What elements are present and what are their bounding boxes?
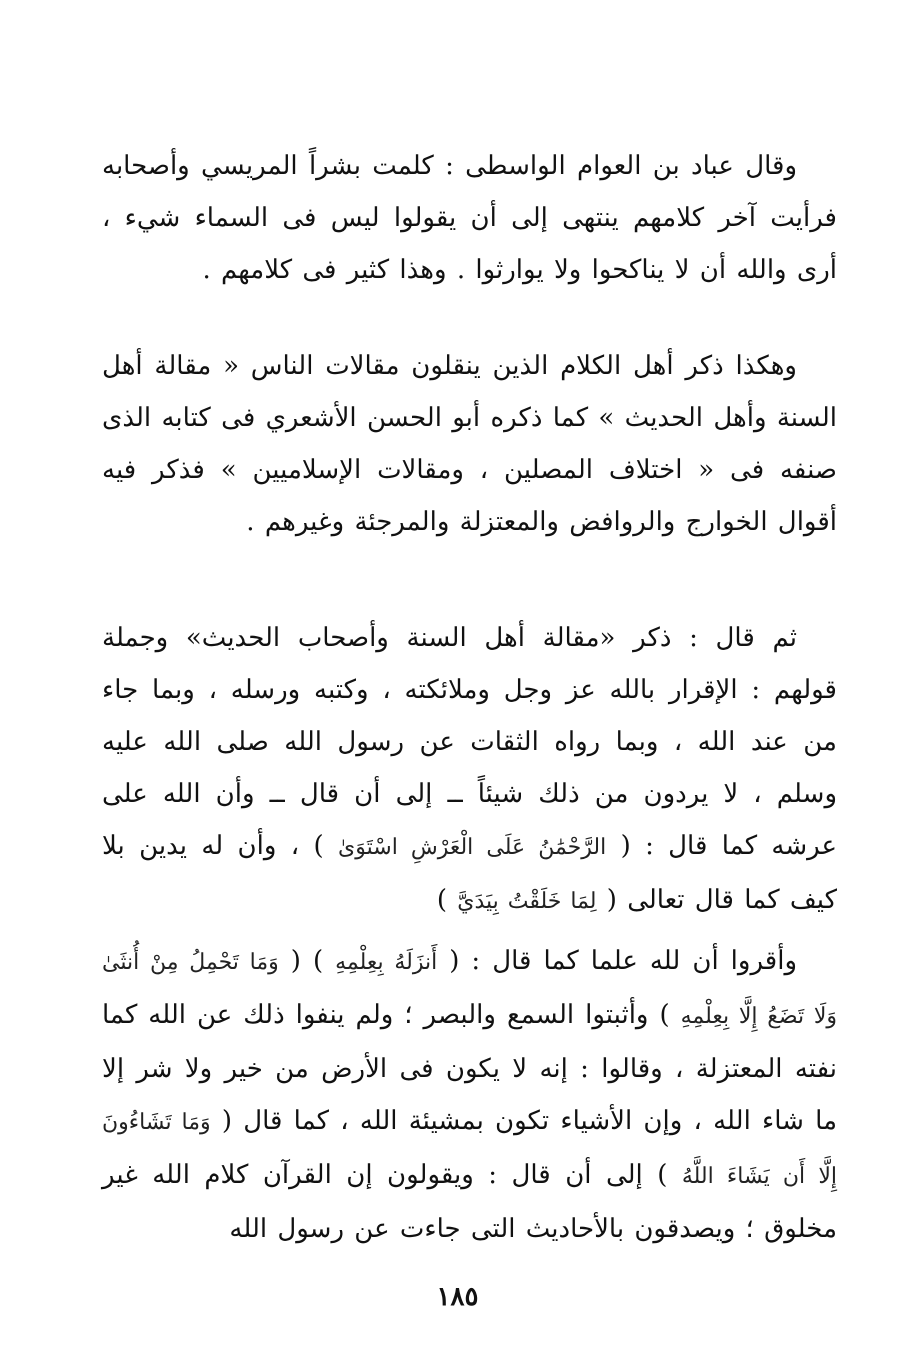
paragraph-1 [102,140,837,296]
paragraph-4-text-start: وأقروا أن لله علما كما قال : ( [449,946,798,976]
paragraph-4 [102,935,837,1255]
paragraph-1-text: وقال عباد بن العوام الواسطى : كلمت بشراً المريسي وأصحابه فرأيت آخر كلامهم ينتهى إلى أن يقولوا ليس فى السماء شيء ، أرى والله أن لا يناكحوا ولا يوارثوا . وهذا كثير فى كلامهم . [102,151,837,285]
paragraph-3 [102,612,837,928]
paragraph-4-text-middle: ) وأثبتوا السمع والبصر ؛ ولم ينفوا ذلك عن الله كما نفته المعتزلة ، وقالوا : إنه لا يكون فى الأرض من خير ولا شر إلا ما شاء الله ، وإن الأشياء تكون بمشيئة الله ، كما قال ( [102,1000,838,1136]
paragraph-2-text: وهكذا ذكر أهل الكلام الذين ينقلون مقالات الناس « مقالة أهل السنة وأهل الحديث » كما ذكره أبو الحسن الأشعري فى كتابه الذى صنفه فى « اختلاف المصلين ، ومقالات الإسلاميين » فذكر فيه أقوال الخوارج والروافض والمعتزلة والمرجئة وغيرهم . [102,351,837,537]
page-number: ١٨٥ [436,1282,479,1312]
quran-verse-bi-yadayya: لِمَا خَلَقْتُ بِيَدَيَّ [457,889,597,914]
quran-verse-anzalahu: أَنزَلَهُ بِعِلْمِهِ [335,950,438,975]
paragraph-4-text-sep: ) ( [290,946,324,976]
paragraph-4-text-end: ) إلى أن قال : ويقولون إن القرآن كلام الله غير مخلوق ؛ ويصدقون بالأحاديث التى جاءت عن رسول الله [102,1160,837,1244]
quran-verse-istawa: الرَّحْمَٰنُ عَلَى الْعَرْشِ اسْتَوَىٰ [338,835,607,860]
paragraph-3-text-end: ) [436,885,447,915]
quran-verse-ma-tashaun: وَمَا تَشَاءُونَ إِلَّا أَن يَشَاءَ اللَّهُ [102,1110,837,1189]
paragraph-3-text-middle: ) ، وأن له يدين بلا كيف كما قال تعالى ( [102,831,837,915]
paragraph-3-text-start: ثم قال : ذكر «مقالة أهل السنة وأصحاب الحديث» وجملة قولهم : الإقرار بالله عز وجل وملائكته ، وكتبه ورسله ، وبما جاء من عند الله ، وبما رواه الثقات عن رسول الله صلى الله عليه وسلم ، لا يردون من ذلك شيئاً ــ إلى أن قال ــ وأن الله على عرشه كما قال : ( [102,623,838,861]
quran-verse-ma-tahmilu: وَمَا تَحْمِلُ مِنْ أُنثَىٰ وَلَا تَضَعُ إِلَّا بِعِلْمِهِ [102,950,837,1029]
paragraph-2 [102,340,837,548]
